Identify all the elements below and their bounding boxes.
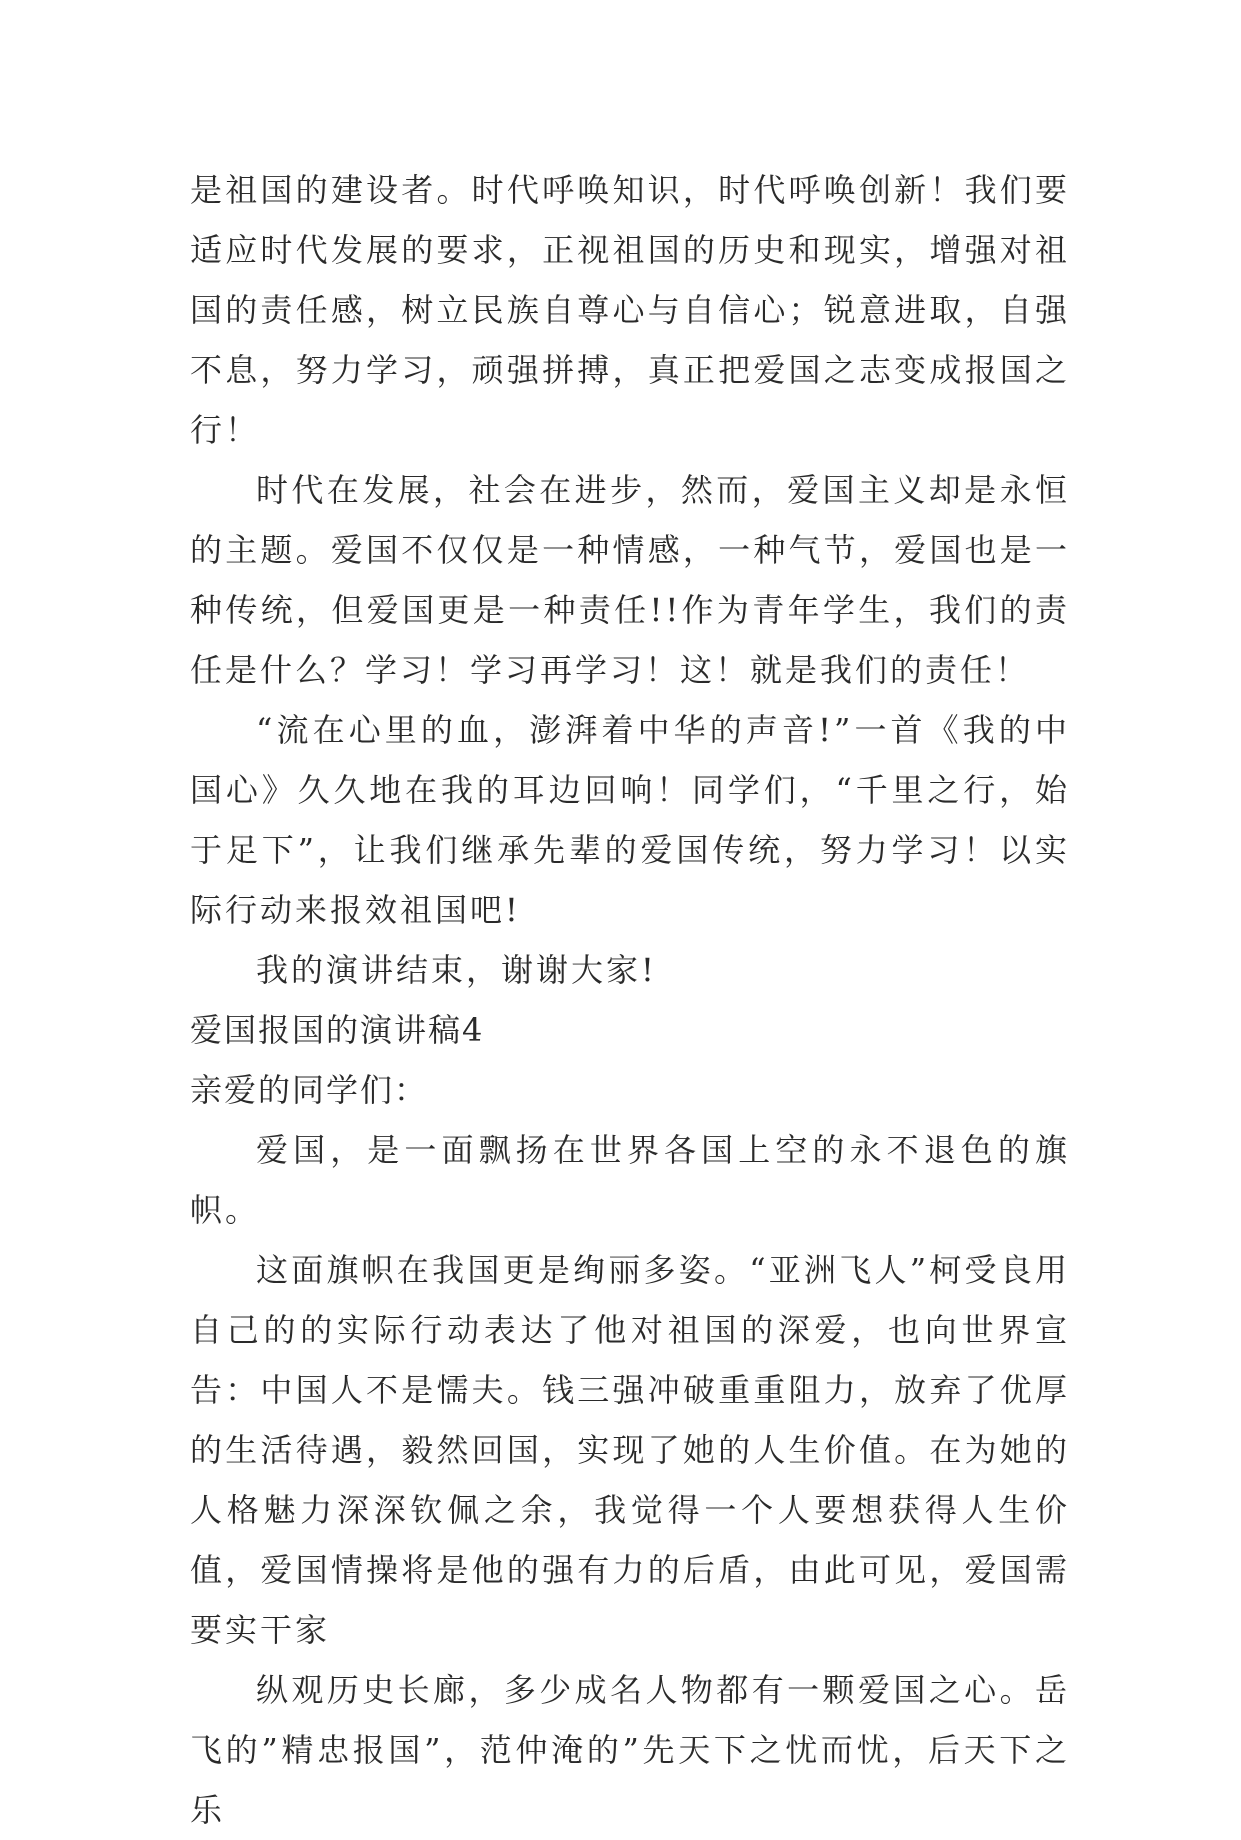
paragraph-patriotism-theme: 时代在发展，社会在进步，然而，爱国主义却是永恒的主题。爱国不仅仅是一种情感，一种气节，爱国也是一种传统，但爱国更是一种责任!!作为青年学生，我们的责任是什么？学习！学习再学习！这！就是我们的责任！ [190,471,1070,689]
document-body [190,160,1070,1840]
paragraph-flag: 爱国，是一面飘扬在世界各国上空的永不退色的旗帜。 [190,1131,1070,1229]
paragraph-closing: 我的演讲结束，谢谢大家! [256,951,657,989]
paragraph-chinese-heart: “流在心里的血，澎湃着中华的声音!”一首《我的中国心》久久地在我的耳边回响！同学们，“千里之行，始于足下”，让我们继承先辈的爱国传统，努力学习！以实际行动来报效祖国吧! [190,711,1070,929]
paragraph-continuation: 是祖国的建设者。时代呼唤知识，时代呼唤创新！我们要适应时代发展的要求，正视祖国的历史和现实，增强对祖国的责任感，树立民族自尊心与自信心；锐意进取，自强不息，努力学习，顽强拼搏，真正把爱国之志变成报国之行！ [190,171,1070,449]
salutation: 亲爱的同学们： [190,1071,429,1109]
paragraph-history: 纵观历史长廊，多少成名人物都有一颗爱国之心。岳飞的”精忠报国”，范仲淹的”先天下之忧而忧，后天下之乐 [190,1671,1070,1829]
paragraph-examples: 这面旗帜在我国更是绚丽多姿。“亚洲飞人”柯受良用自己的的实际行动表达了他对祖国的深爱，也向世界宣告：中国人不是懦夫。钱三强冲破重重阻力，放弃了优厚的生活待遇，毅然回国，实现了她的人生价值。在为她的人格魅力深深钦佩之余，我觉得一个人要想获得人生价值，爱国情操将是他的强有力的后盾，由此可见，爱国需要实干家 [190,1251,1070,1649]
speech-title: 爱国报国的演讲稿4 [190,1011,485,1049]
